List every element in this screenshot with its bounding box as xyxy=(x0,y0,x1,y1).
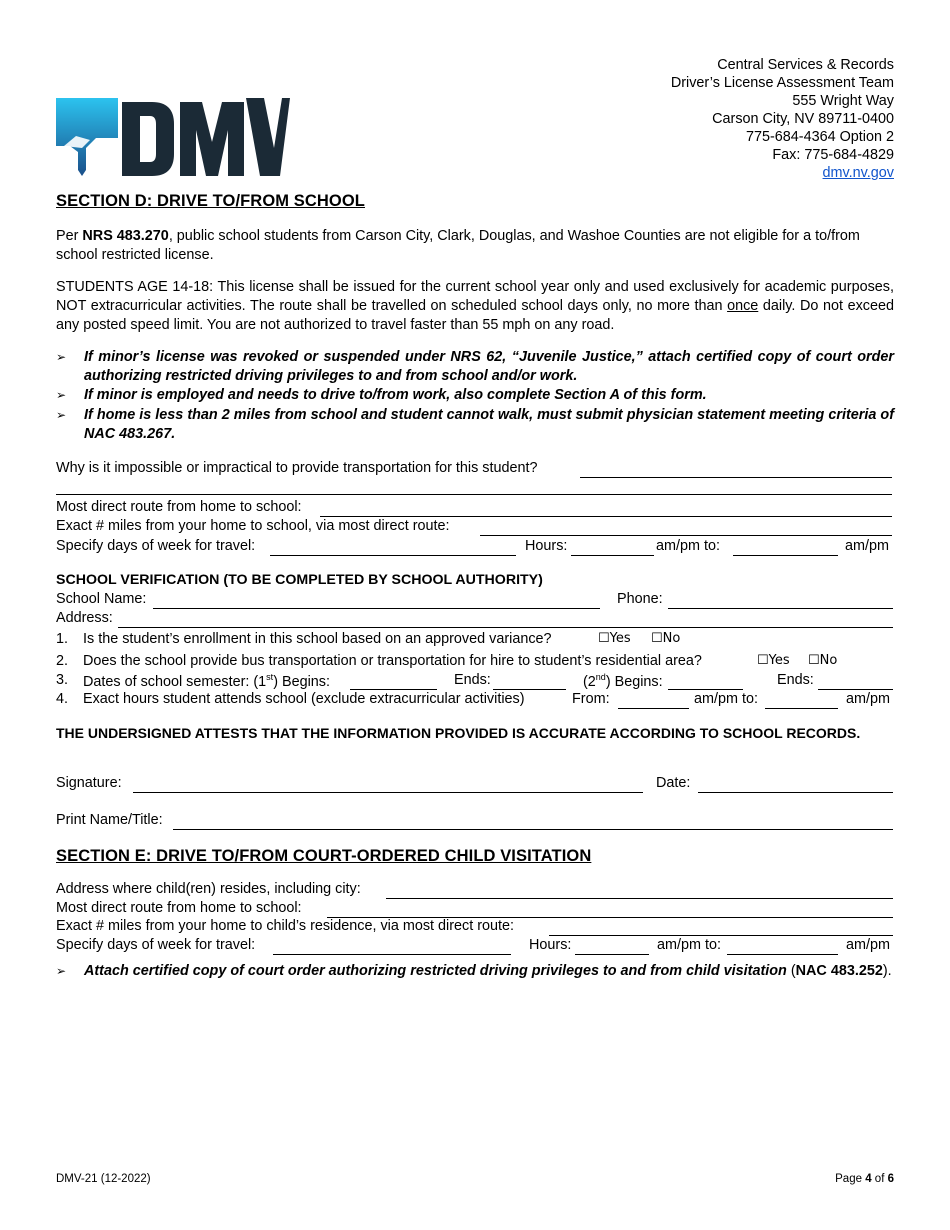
text-run: ). xyxy=(882,963,892,979)
date-label: Date: xyxy=(656,775,691,791)
hours-label: Hours: xyxy=(525,538,568,554)
school-name-label: School Name: xyxy=(56,591,147,607)
semester2-begins-field[interactable] xyxy=(668,689,743,690)
miles-label: Exact # miles from your home to child’s residence, via most direct route: xyxy=(56,918,515,934)
text-run: daily. Do not exceed any posted speed limit. You are not authorized to travel faster than 55 mph on any road. xyxy=(56,298,894,333)
transport-answer-continuation-field[interactable] xyxy=(56,494,892,495)
address-line: Carson City, NV 89711-0400 xyxy=(712,111,894,127)
bullet-text: If minor is employed and needs to drive to/from work, also complete Section A of this form. xyxy=(84,387,707,403)
item-number: 1. xyxy=(56,631,69,647)
print-name-label: Print Name/Title: xyxy=(56,812,163,828)
variance-no-checkbox[interactable]: ☐No xyxy=(651,631,681,646)
date-field[interactable] xyxy=(698,792,893,793)
bullet-item xyxy=(56,962,894,981)
text-run: Dates of school semester: (1 xyxy=(83,673,267,690)
ampm-to-label: am/pm to: xyxy=(656,538,720,554)
section-d-title: SECTION D: DRIVE TO/FROM SCHOOL xyxy=(56,192,365,210)
agency-address-block xyxy=(671,56,894,182)
signature-label: Signature: xyxy=(56,775,122,791)
bullet-text: If home is less than 2 miles from school and student cannot walk, must submit physician statement meeting criteria of NAC 483.267. xyxy=(84,407,894,442)
phone-line: 775-684-4364 Option 2 xyxy=(745,129,894,145)
arrow-bullet-icon: ➢ xyxy=(56,350,67,364)
route-label: Most direct route from home to school: xyxy=(56,900,302,916)
signature-field[interactable] xyxy=(133,792,643,793)
underlined-word: once xyxy=(727,298,759,314)
route-field[interactable] xyxy=(320,516,892,517)
days-label: Specify days of week for travel: xyxy=(56,538,256,554)
text-run: ( xyxy=(786,963,796,979)
school-verification-heading: SCHOOL VERIFICATION (TO BE COMPLETED BY SCHOOL AUTHORITY) xyxy=(56,572,543,588)
ampm-label: am/pm xyxy=(846,937,890,953)
days-label: Specify days of week for travel: xyxy=(56,937,256,953)
child-address-label: Address where child(ren) resides, including city: xyxy=(56,881,361,897)
semester2-ends-label: Ends: xyxy=(777,672,814,688)
text-run: (2 xyxy=(583,673,596,690)
ampm-to-label: am/pm to: xyxy=(694,691,758,707)
phone-label: Phone: xyxy=(617,591,663,607)
text-run: Attach certified copy of court order authorizing restricted driving privileges to and from child visitation xyxy=(84,963,787,979)
hours-to-field[interactable] xyxy=(733,555,838,556)
text-run: ) Begins: xyxy=(605,673,663,690)
ampm-to-label: am/pm to: xyxy=(657,937,721,953)
route-label: Most direct route from home to school: xyxy=(56,499,302,515)
bus-no-checkbox[interactable]: ☐No xyxy=(808,653,838,668)
fax-line: Fax: 775-684-4829 xyxy=(772,147,894,163)
miles-label: Exact # miles from your home to school, via most direct route: xyxy=(56,518,450,534)
days-field[interactable] xyxy=(273,954,511,955)
bullet-item xyxy=(56,348,894,386)
text-run: , public school students from Carson City, Clark, Douglas, and Washoe Counties are not eligible for a to/from school restricted license. xyxy=(56,228,860,263)
semester1-begins-field[interactable] xyxy=(350,689,437,690)
variance-question: Is the student’s enrollment in this school based on an approved variance? xyxy=(83,631,552,647)
bus-yes-checkbox[interactable]: ☐Yes xyxy=(757,653,790,668)
bullet-item xyxy=(56,386,894,405)
child-address-field[interactable] xyxy=(386,898,893,899)
section-e-title: SECTION E: DRIVE TO/FROM COURT-ORDERED CHILD VISITATION xyxy=(56,847,592,865)
semester1-ends-label: Ends: xyxy=(454,672,491,688)
text-run: ) Begins: xyxy=(273,673,330,690)
hours-from-field[interactable] xyxy=(571,555,654,556)
from-label: From: xyxy=(572,691,610,707)
transport-answer-field[interactable] xyxy=(580,477,892,478)
semester2-label xyxy=(583,672,663,690)
semester1-ends-field[interactable] xyxy=(493,689,566,690)
print-name-field[interactable] xyxy=(173,829,893,830)
item-number: 2. xyxy=(56,653,69,669)
school-hours-from-field[interactable] xyxy=(618,708,689,709)
bullet-text xyxy=(84,962,894,981)
hours-to-field[interactable] xyxy=(727,954,838,955)
students-paragraph xyxy=(56,278,894,335)
miles-field[interactable] xyxy=(480,535,892,536)
phone-field[interactable] xyxy=(668,608,893,609)
address-line: Central Services & Records xyxy=(717,57,894,73)
current-page: 4 xyxy=(865,1173,872,1185)
nrs-eligibility-paragraph xyxy=(56,227,894,265)
ampm-label: am/pm xyxy=(845,538,889,554)
item-number: 4. xyxy=(56,691,69,707)
semester2-ends-field[interactable] xyxy=(818,689,893,690)
page-number xyxy=(835,1173,894,1185)
address-line: 555 Wright Way xyxy=(792,93,894,109)
hours-from-field[interactable] xyxy=(575,954,649,955)
bullet-text: If minor’s license was revoked or suspended under NRS 62, “Juvenile Justice,” attach certified copy of court order authorizing restricted driving privileges to and from school and/or work. xyxy=(84,349,894,384)
arrow-bullet-icon: ➢ xyxy=(56,964,67,978)
dmv-logo-graphic xyxy=(56,96,290,180)
nac-reference: NAC 483.252 xyxy=(795,963,883,979)
form-id: DMV-21 (12-2022) xyxy=(56,1173,151,1185)
address-field[interactable] xyxy=(118,627,893,628)
bus-question: Does the school provide bus transportation or transportation for hire to student’s residential area? xyxy=(83,653,702,669)
text-run: Page xyxy=(835,1173,866,1185)
variance-yes-checkbox[interactable]: ☐Yes xyxy=(598,631,631,646)
address-line: Driver’s License Assessment Team xyxy=(670,75,894,91)
address-label: Address: xyxy=(56,610,113,626)
superscript: nd xyxy=(595,672,606,682)
attestation-statement: THE UNDERSIGNED ATTESTS THAT THE INFORMATION PROVIDED IS ACCURATE ACCORDING TO SCHOOL RECORDS. xyxy=(56,725,861,741)
text-run: STUDENTS AGE 14-18: This license shall be issued for the current school year only and used exclusively for academic purposes, NOT extracurricular activities. The route shall be travelled on scheduled school days only, no more than xyxy=(56,279,894,314)
transport-question-label: Why is it impossible or impractical to provide transportation for this student? xyxy=(56,460,538,476)
item-number: 3. xyxy=(56,672,69,688)
school-hours-label: Exact hours student attends school (exclude extracurricular activities) xyxy=(83,691,525,707)
text-run: of xyxy=(871,1173,888,1185)
semester-dates-label xyxy=(83,672,330,690)
school-name-field[interactable] xyxy=(153,608,600,609)
hours-label: Hours: xyxy=(529,937,572,953)
bullet-item xyxy=(56,406,894,444)
ampm-label: am/pm xyxy=(846,691,890,707)
text-run: Per xyxy=(56,228,83,244)
dmv-logo xyxy=(56,96,290,180)
school-hours-to-field[interactable] xyxy=(765,708,838,709)
nrs-reference: NRS 483.270 xyxy=(82,228,169,244)
superscript: st xyxy=(266,672,274,682)
website-link[interactable]: dmv.nv.gov xyxy=(822,165,894,181)
total-pages: 6 xyxy=(887,1173,894,1185)
arrow-bullet-icon: ➢ xyxy=(56,408,67,422)
miles-field[interactable] xyxy=(549,935,893,936)
arrow-bullet-icon: ➢ xyxy=(56,388,67,402)
days-field[interactable] xyxy=(270,555,516,556)
